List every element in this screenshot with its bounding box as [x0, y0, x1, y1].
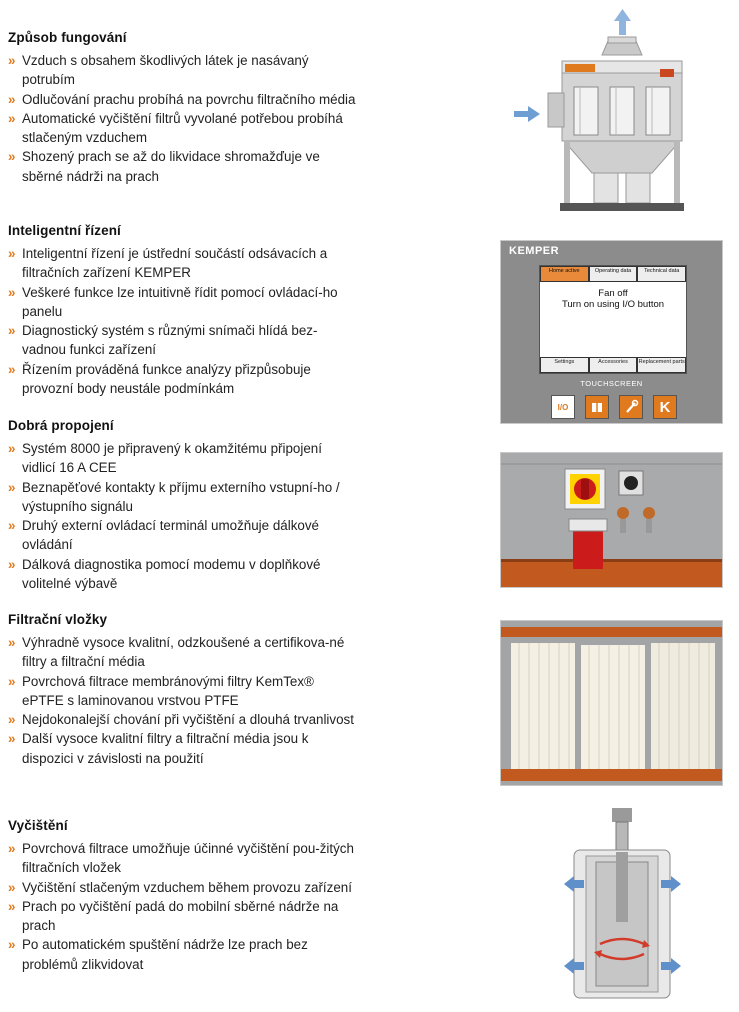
list-item: » Výhradně vysoce kvalitní, odzkoušené a certifikova-né filtry a filtrační média	[8, 635, 345, 670]
filter-machine-image	[510, 5, 720, 220]
bullet-icon: »	[8, 841, 16, 856]
section-vycisteni	[8, 818, 358, 974]
list-item: » Po automatickém spuštění nádrže lze prach bez problémů zlikvidovat	[8, 937, 308, 972]
section-title: Vyčištění	[8, 818, 68, 833]
section-rizeni	[8, 223, 358, 398]
list-item: » Vyčištění stlačeným vzduchem během provozu zařízení	[8, 878, 358, 897]
bullet-icon: »	[8, 898, 16, 914]
list-item: » Nejdokonalejší chování při vyčištění a dlouhá trvanlivost	[8, 710, 358, 729]
status-message: Fan off Turn on using I/O button	[561, 288, 665, 310]
replacement-parts-button[interactable]: Replacement parts	[637, 357, 686, 373]
cee-socket-icon	[569, 519, 607, 569]
section-propojeni	[8, 418, 358, 593]
bullet-icon: »	[8, 518, 16, 534]
wrench-button[interactable]	[619, 395, 643, 419]
io-button[interactable]: I/O	[551, 395, 575, 419]
bullet-icon: »	[8, 937, 16, 953]
section-title: Dobrá propojení	[8, 418, 114, 433]
tab-home[interactable]: Home active	[540, 266, 589, 282]
bullet-icon: »	[8, 731, 16, 747]
bullet-icon: »	[8, 441, 16, 456]
list-item: » Vzduch s obsahem škodlivých látek je nasávaný potrubím	[8, 53, 309, 88]
bullet-icon: »	[8, 284, 16, 300]
bullet-icon: »	[8, 246, 16, 261]
tab-operating-data[interactable]: Operating data	[589, 266, 638, 282]
touchscreen-label: TOUCHSCREEN	[580, 379, 643, 388]
control-panel-image	[500, 240, 723, 424]
list-item: » Druhý externí ovládací terminál umožňuje dálkové ovládání	[8, 518, 319, 553]
section-title: Způsob fungování	[8, 30, 127, 45]
list-item: » Beznapěťové kontakty k příjmu externího vstupní-ho / výstupního signálu	[8, 479, 340, 514]
list-item: » Shozený prach se až do likvidace shromažďuje ve sběrné nádrži na prach	[8, 149, 320, 184]
bullet-icon: »	[8, 110, 16, 126]
list-item: » Dálková diagnostika pomocí modemu v doplňkové volitelné výbavě	[8, 556, 321, 592]
list-item: » Systém 8000 je připravený k okamžitému připojení vidlicí 16 A CEE	[8, 441, 322, 476]
accessories-button[interactable]: Accessories	[589, 357, 638, 373]
kemper-button[interactable]: K	[653, 395, 677, 419]
bullet-icon: »	[8, 149, 16, 165]
list-item: » Další vysoce kvalitní filtry a filtrační média jsou k dispozici v závislosti na použití	[8, 731, 309, 766]
section-title: Inteligentní řízení	[8, 223, 121, 238]
bullet-icon: »	[8, 91, 16, 107]
list-item: » Inteligentní řízení je ústřední součástí odsávacích a filtračních zařízení KEMPER	[8, 246, 328, 281]
list-item: » Odlučování prachu probíhá na povrchu filtračního média	[8, 90, 358, 109]
outflow-arrow-icon	[614, 9, 631, 35]
panel-brand: KEMPER	[509, 245, 560, 257]
settings-button[interactable]: Settings	[540, 357, 589, 373]
manual-icon	[589, 399, 605, 415]
list-item: » Automatické vyčištění filtrů vyvolané potřebou probíhá stlačeným vzduchem	[8, 110, 343, 146]
connections-image	[500, 452, 723, 588]
bullet-icon: »	[8, 361, 16, 377]
bullet-icon: »	[8, 323, 16, 339]
bullet-icon: »	[8, 879, 16, 895]
touchscreen-display	[539, 265, 687, 374]
bullet-icon: »	[8, 673, 16, 689]
bullet-icon: »	[8, 53, 16, 68]
list-item: » Diagnostický systém s různými snímači hlídá bez-vadnou funkci zařízení	[8, 323, 318, 358]
bullet-icon: »	[8, 635, 16, 650]
list-item: » Řízením prováděná funkce analýzy přizpůsobuje provozní body neustále podmínkám	[8, 361, 311, 397]
inflow-arrow-icon	[514, 106, 540, 122]
tab-technical-data[interactable]: Technical data	[637, 266, 686, 282]
filter-cartridges-image	[500, 620, 723, 786]
bullet-icon: »	[8, 556, 16, 572]
wrench-icon	[623, 399, 639, 415]
main-switch-icon	[565, 469, 605, 509]
list-item: » Povrchová filtrace membránovými filtry KemTex® ePTFE s laminovanou vrstvou PTFE	[8, 673, 314, 708]
section-funkce	[8, 30, 358, 186]
bullet-icon: »	[8, 479, 16, 495]
list-item: » Veškeré funkce lze intuitivně řídit pomocí ovládací-ho panelu	[8, 284, 338, 319]
section-vlozky	[8, 612, 358, 768]
service-button[interactable]	[585, 395, 609, 419]
list-item: » Povrchová filtrace umožňuje účinné vyčištění pou-žitých filtračních vložek	[8, 841, 354, 876]
list-item: » Prach po vyčištění padá do mobilní sběrné nádrže na prach	[8, 898, 339, 934]
bullet-icon: »	[8, 712, 16, 728]
section-title: Filtrační vložky	[8, 612, 108, 627]
cleaning-diagram-image	[560, 806, 685, 1006]
